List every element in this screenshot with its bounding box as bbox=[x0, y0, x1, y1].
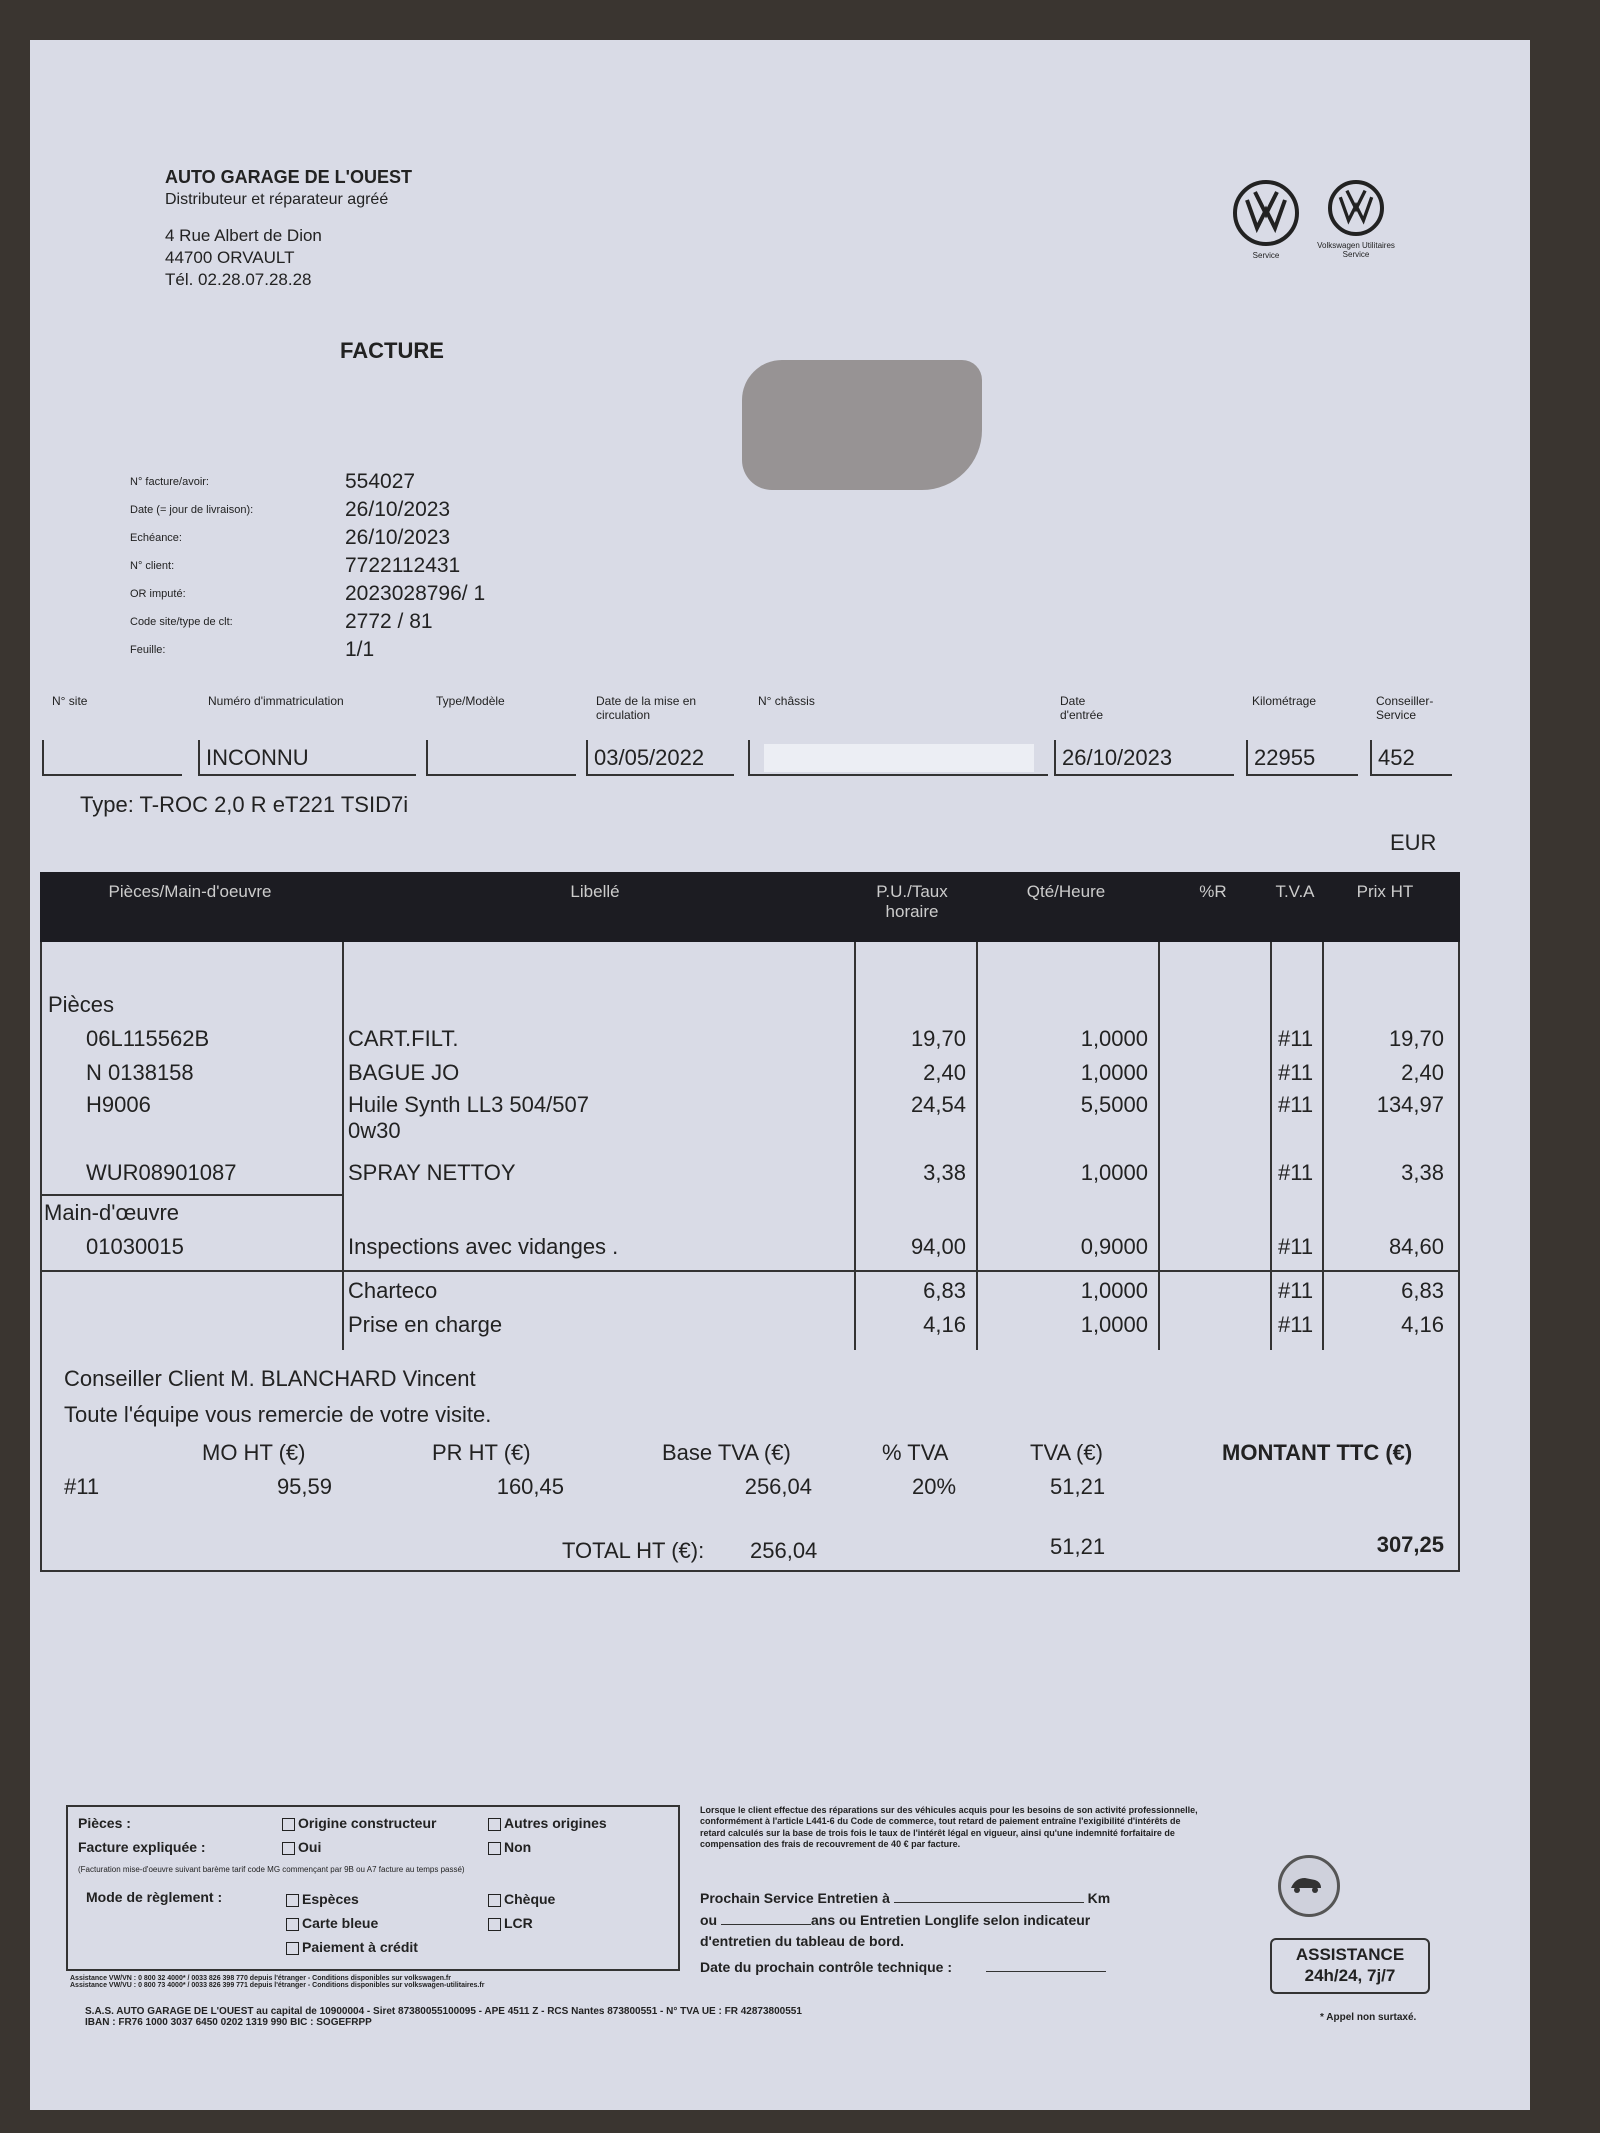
row-prix: 84,60 bbox=[1388, 1234, 1444, 1259]
row-qte: 0,9000 bbox=[1080, 1234, 1148, 1259]
assistance-line-vu: Assistance VW/VU : 0 800 73 4000* / 0033 826 399 771 depuis l'étranger - Conditions disponibles sur volkswagen-utilitaires.fr bbox=[70, 1982, 485, 1989]
pieces-origin-label: Pièces : bbox=[78, 1815, 131, 1831]
row-prix: 4,16 bbox=[1401, 1312, 1444, 1337]
header-prix: Prix HT bbox=[1356, 882, 1414, 901]
row-qte: 1,0000 bbox=[1080, 1312, 1148, 1337]
company-phone: Tél. 02.28.07.28.28 bbox=[165, 270, 312, 290]
meta-row bbox=[130, 524, 485, 552]
credit-text: Paiement à crédit bbox=[302, 1939, 418, 1955]
row-tva: #11 bbox=[1278, 1312, 1314, 1337]
row-label: Inspections avec vidanges . bbox=[348, 1234, 619, 1259]
section-main-oeuvre: Main-d'œuvre bbox=[44, 1200, 180, 1225]
row-divider bbox=[42, 1270, 1458, 1272]
totals-pr: 160,45 bbox=[496, 1474, 564, 1499]
vehicle-site-field bbox=[42, 740, 182, 776]
vehicle-label-date-circ: Date de la mise en circulation bbox=[596, 694, 697, 723]
row-qte: 1,0000 bbox=[1080, 1278, 1148, 1303]
oui-text: Oui bbox=[298, 1839, 322, 1855]
meta-row bbox=[130, 580, 485, 608]
company-tagline: Distributeur et réparateur agréé bbox=[165, 191, 389, 209]
origine-option bbox=[282, 1815, 436, 1831]
row-qte: 1,0000 bbox=[1080, 1026, 1148, 1051]
company-block bbox=[165, 165, 412, 291]
checkbox[interactable] bbox=[488, 1818, 501, 1831]
checkbox[interactable] bbox=[488, 1842, 501, 1855]
checkbox[interactable] bbox=[286, 1918, 299, 1931]
non-text: Non bbox=[504, 1839, 532, 1855]
row-pu: 3,38 bbox=[923, 1160, 966, 1185]
carte-text: Carte bleue bbox=[302, 1915, 379, 1931]
header-remise: %R bbox=[1199, 882, 1227, 901]
vw-logo-caption: Service bbox=[1252, 251, 1280, 260]
meta-value: 26/10/2023 bbox=[345, 498, 451, 521]
total-ht-label: TOTAL HT (€): bbox=[562, 1538, 705, 1563]
late-payment-legal: Lorsque le client effectue des réparations sur des véhicules acquis pour les besoins de son activité professionnelle, conformément à l'article L441-6 du Code de commerce, tout retard de paiement entraîne l'exigibilité d'intérêts de retard calculés sur la base de trois fois le taux de l'intérêt légal en vigueur, ainsi qu'une indemnité forfaitaire de compensation des frais de recouvrement de 40 € par facture. bbox=[700, 1805, 1198, 1849]
vehicle-label-chassis: N° châssis bbox=[758, 694, 815, 708]
vehicle-label-date-entree: Date d'entrée bbox=[1060, 694, 1103, 723]
row-label: Huile Synth LL3 504/507 bbox=[348, 1092, 589, 1117]
vw-service-logo bbox=[1226, 180, 1306, 261]
checkbox[interactable] bbox=[488, 1894, 501, 1907]
vehicle-immat-field: INCONNU bbox=[198, 740, 416, 776]
assistance-hours: 24h/24, 7j/7 bbox=[1304, 1966, 1396, 1986]
next-service-km-blank bbox=[894, 1902, 1084, 1903]
row-prix: 19,70 bbox=[1388, 1026, 1444, 1051]
row-prix: 6,83 bbox=[1401, 1278, 1444, 1303]
meta-label: N° client: bbox=[130, 560, 175, 572]
vehicle-label-immat: Numéro d'immatriculation bbox=[208, 694, 344, 708]
carte-option bbox=[286, 1915, 378, 1931]
company-city: 44700 ORVAULT bbox=[165, 247, 295, 267]
origine-text: Origine constructeur bbox=[298, 1815, 437, 1831]
vehicle-date-entree-field: 26/10/2023 bbox=[1054, 740, 1234, 776]
credit-option bbox=[286, 1939, 418, 1955]
vehicle-label-type: Type/Modèle bbox=[436, 694, 505, 708]
next-service-line bbox=[700, 1888, 1200, 1910]
row-ref: H9006 bbox=[86, 1092, 151, 1117]
row-tva: #11 bbox=[1278, 1092, 1314, 1117]
redacted-address-area bbox=[742, 360, 982, 490]
currency-label: EUR bbox=[1390, 830, 1437, 855]
checkbox[interactable] bbox=[286, 1942, 299, 1955]
assistance-title: ASSISTANCE bbox=[1295, 1945, 1405, 1964]
non-option bbox=[488, 1839, 531, 1855]
totals-base: 256,04 bbox=[744, 1474, 812, 1499]
totals-code: #11 bbox=[64, 1474, 100, 1499]
row-label-cont: 0w30 bbox=[348, 1118, 401, 1143]
meta-row bbox=[130, 608, 485, 636]
meta-label: Date (= jour de livraison): bbox=[130, 504, 254, 516]
row-label: Charteco bbox=[348, 1278, 438, 1303]
row-pu: 6,83 bbox=[923, 1278, 966, 1303]
row-label: Prise en charge bbox=[348, 1312, 503, 1337]
row-label: BAGUE JO bbox=[348, 1060, 460, 1085]
row-tva: #11 bbox=[1278, 1060, 1314, 1085]
redacted-chassis bbox=[764, 744, 1034, 772]
years-line bbox=[700, 1910, 1200, 1932]
row-tva: #11 bbox=[1278, 1278, 1314, 1303]
header-qte: Qté/Heure bbox=[1026, 882, 1106, 901]
meta-row bbox=[130, 468, 485, 496]
vw-utilitaires-logo bbox=[1316, 180, 1396, 260]
col-divider bbox=[1270, 942, 1272, 1350]
company-legal bbox=[85, 2006, 1265, 2028]
checkbox[interactable] bbox=[286, 1894, 299, 1907]
cheque-option bbox=[488, 1891, 555, 1907]
controle-line bbox=[700, 1957, 1200, 1979]
checkbox[interactable] bbox=[282, 1842, 295, 1855]
thanks-line: Toute l'équipe vous remercie de votre visite. bbox=[64, 1402, 492, 1427]
invoice-page bbox=[30, 40, 1530, 2110]
appel-note: * Appel non surtaxé. bbox=[1320, 2012, 1417, 2023]
especes-text: Espèces bbox=[302, 1891, 359, 1907]
totals-header-ttc: MONTANT TTC (€) bbox=[1222, 1440, 1413, 1465]
vehicle-conseiller-field: 452 bbox=[1370, 740, 1452, 776]
header-pu: P.U./Taux horaire bbox=[876, 882, 948, 922]
vehicle-label-conseiller: Conseiller-Service bbox=[1376, 694, 1434, 723]
header-pieces: Pièces/Main-d'oeuvre bbox=[108, 882, 272, 901]
table-header bbox=[40, 872, 1460, 942]
controle-text: Date du prochain contrôle technique : bbox=[700, 1959, 953, 1976]
next-service-block bbox=[700, 1888, 1200, 1979]
row-qte: 1,0000 bbox=[1080, 1160, 1148, 1185]
billing-note: (Facturation mise-d'oeuvre suivant barème tarif code MG commençant par 9B ou A7 facture au temps passé) bbox=[78, 1865, 465, 1874]
meta-label: Code site/type de clt: bbox=[130, 616, 233, 628]
row-tva: #11 bbox=[1278, 1160, 1314, 1185]
row-qte: 1,0000 bbox=[1080, 1060, 1148, 1085]
total-tva-value: 51,21 bbox=[1050, 1534, 1106, 1559]
next-service-text: Prochain Service Entretien à bbox=[700, 1890, 890, 1906]
meta-row bbox=[130, 552, 485, 580]
explained-label: Facture expliquée : bbox=[78, 1839, 206, 1855]
vehicle-label-site: N° site bbox=[52, 694, 88, 708]
totals-mo: 95,59 bbox=[276, 1474, 332, 1499]
row-pu: 94,00 bbox=[910, 1234, 966, 1259]
vehicle-km-field: 22955 bbox=[1246, 740, 1358, 776]
meta-value: 7722112431 bbox=[345, 554, 461, 577]
document-title: FACTURE bbox=[340, 338, 444, 363]
row-ref: 06L115562B bbox=[86, 1026, 210, 1051]
lcr-option bbox=[488, 1915, 533, 1931]
row-prix: 2,40 bbox=[1401, 1060, 1444, 1085]
assistance-badge bbox=[1270, 1938, 1430, 1994]
ans-text: ans ou Entretien Longlife selon indicateur bbox=[811, 1911, 1091, 1928]
tableau-line: d'entretien du tableau de bord. bbox=[700, 1933, 905, 1950]
totals-header-pr: PR HT (€) bbox=[432, 1440, 531, 1465]
ou-text: ou bbox=[700, 1911, 718, 1928]
meta-value: 2023028796/ 1 bbox=[345, 582, 486, 605]
checkbox[interactable] bbox=[282, 1818, 295, 1831]
row-pu: 19,70 bbox=[910, 1026, 966, 1051]
row-label: CART.FILT. bbox=[348, 1026, 459, 1051]
meta-label: Echéance: bbox=[130, 532, 182, 544]
row-prix: 3,38 bbox=[1401, 1160, 1444, 1185]
totals-header-pct: % TVA bbox=[882, 1440, 949, 1465]
payment-mode-label: Mode de règlement : bbox=[86, 1889, 223, 1905]
row-tva: #11 bbox=[1278, 1026, 1314, 1051]
row-ref: N 0138158 bbox=[86, 1060, 194, 1085]
col-divider bbox=[1158, 942, 1160, 1350]
company-street: 4 Rue Albert de Dion bbox=[165, 225, 322, 245]
oui-option bbox=[282, 1839, 321, 1855]
company-address bbox=[165, 225, 412, 291]
vw-logo-icon bbox=[1233, 180, 1299, 246]
vehicle-type-line: Type: T-ROC 2,0 R eT221 TSID7i bbox=[80, 792, 409, 817]
meta-row bbox=[130, 496, 485, 524]
invoice-table bbox=[40, 872, 1460, 1572]
meta-value: 26/10/2023 bbox=[345, 526, 451, 549]
advisor-line: Conseiller Client M. BLANCHARD Vincent bbox=[64, 1366, 476, 1391]
col-divider bbox=[342, 942, 344, 1350]
vehicle-label-km: Kilométrage bbox=[1252, 694, 1317, 708]
autres-text: Autres origines bbox=[504, 1815, 607, 1831]
row-ref: 01030015 bbox=[86, 1234, 184, 1259]
header-tva: T.V.A bbox=[1275, 882, 1315, 901]
company-name: AUTO GARAGE DE L'OUEST bbox=[165, 167, 412, 187]
meta-value: 2772 / 81 bbox=[345, 610, 433, 633]
especes-option bbox=[286, 1891, 359, 1907]
row-tva: #11 bbox=[1278, 1234, 1314, 1259]
meta-value: 554027 bbox=[345, 470, 416, 493]
controle-blank bbox=[986, 1971, 1106, 1972]
totals-header-mo: MO HT (€) bbox=[202, 1440, 306, 1465]
lcr-text: LCR bbox=[504, 1915, 533, 1931]
vw-utilitaires-caption: Volkswagen Utilitaires Service bbox=[1317, 241, 1395, 259]
row-qte: 5,5000 bbox=[1080, 1092, 1148, 1117]
row-pu: 24,54 bbox=[910, 1092, 966, 1117]
meta-label: OR imputé: bbox=[130, 588, 186, 600]
company-legal-line: S.A.S. AUTO GARAGE DE L'OUEST au capital de 10900004 - Siret 87380055100095 - APE 4511 Z - RCS Nantes 873800551 - N° TVA UE : FR 42873800551 bbox=[85, 2006, 802, 2017]
assistance-line-vn: Assistance VW/VN : 0 800 32 4000* / 0033 826 398 770 depuis l'étranger - Conditions disponibles sur volkswagen.fr bbox=[70, 1975, 451, 1982]
row-divider bbox=[42, 1194, 342, 1196]
row-pu: 4,16 bbox=[923, 1312, 966, 1337]
autres-option bbox=[488, 1815, 607, 1831]
vehicle-chassis-field bbox=[748, 740, 1048, 776]
iban-line: IBAN : FR76 1000 3037 6450 0202 1319 990 BIC : SOGEFRPP bbox=[85, 2017, 372, 2028]
totals-pct: 20% bbox=[912, 1474, 957, 1499]
checkbox[interactable] bbox=[488, 1918, 501, 1931]
row-label: SPRAY NETTOY bbox=[348, 1160, 516, 1185]
total-ttc-value: 307,25 bbox=[1376, 1532, 1444, 1557]
meta-label: Feuille: bbox=[130, 644, 166, 656]
totals-tva: 51,21 bbox=[1050, 1474, 1106, 1499]
meta-value: 1/1 bbox=[345, 638, 375, 661]
assistance-car-icon bbox=[1278, 1855, 1340, 1917]
km-unit: Km bbox=[1087, 1890, 1111, 1906]
total-ht-value: 256,04 bbox=[750, 1538, 818, 1563]
section-pieces: Pièces bbox=[48, 992, 115, 1017]
years-blank bbox=[721, 1924, 811, 1925]
invoice-meta bbox=[130, 468, 485, 664]
row-pu: 2,40 bbox=[923, 1060, 966, 1085]
row-prix: 134,97 bbox=[1376, 1092, 1444, 1117]
header-libelle: Libellé bbox=[570, 882, 620, 901]
totals-header-base: Base TVA (€) bbox=[662, 1440, 791, 1465]
assistance-conditions bbox=[70, 1975, 710, 1989]
cheque-text: Chèque bbox=[504, 1891, 556, 1907]
totals-header-tva: TVA (€) bbox=[1030, 1440, 1103, 1465]
vehicle-date-circ-field: 03/05/2022 bbox=[586, 740, 734, 776]
table-body bbox=[40, 942, 1460, 1572]
meta-row bbox=[130, 636, 485, 664]
meta-label: N° facture/avoir: bbox=[130, 476, 209, 488]
footer-options-box bbox=[66, 1805, 680, 1971]
vehicle-type-field bbox=[426, 740, 576, 776]
vw-logo-icon bbox=[1328, 180, 1384, 236]
row-ref: WUR08901087 bbox=[86, 1160, 237, 1185]
